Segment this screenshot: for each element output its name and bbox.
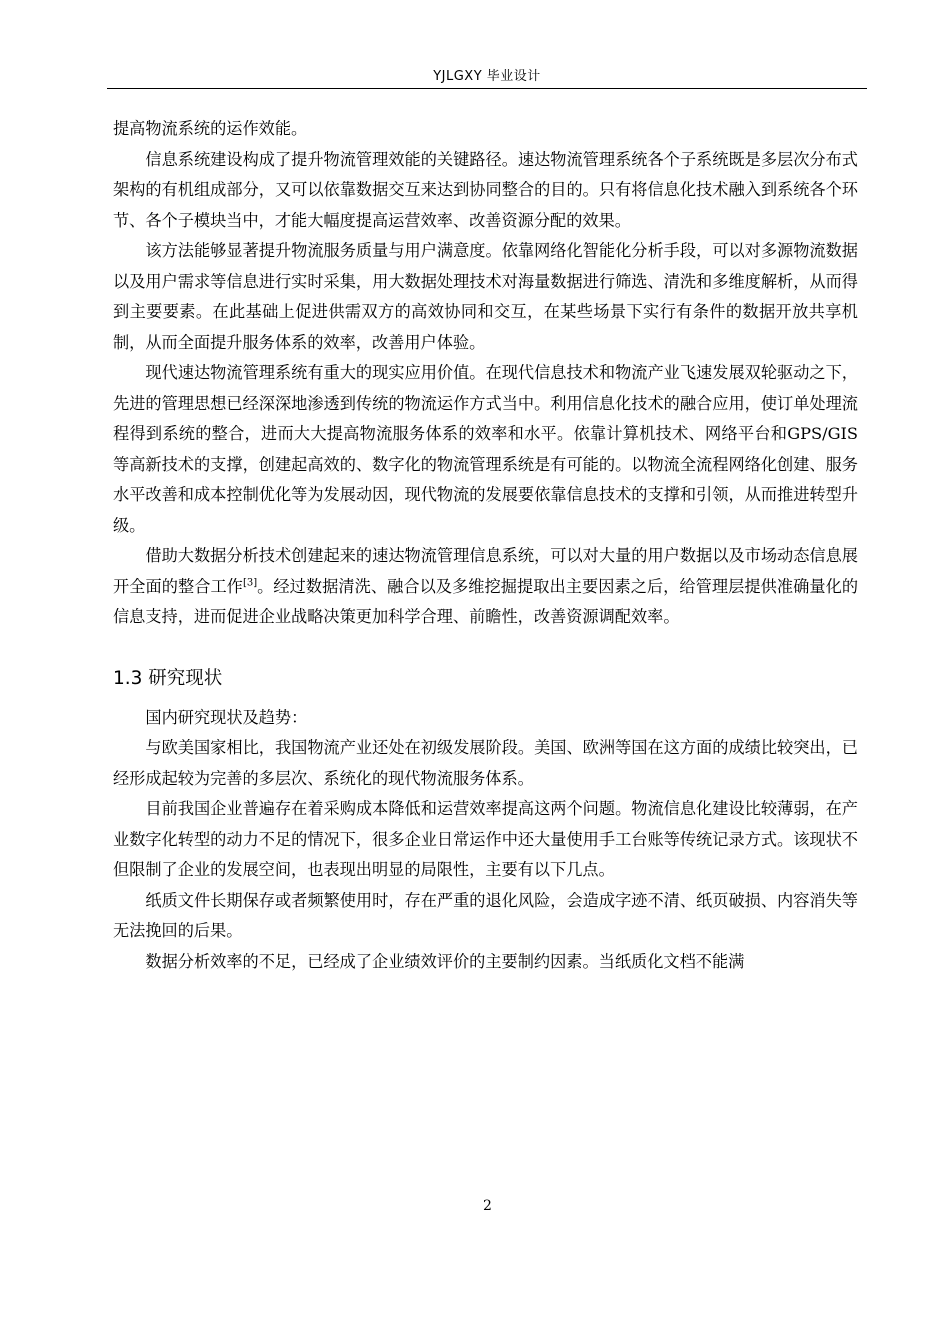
section-heading: 1.3 研究现状 — [113, 667, 223, 689]
document-body — [113, 114, 858, 977]
paragraph: 与欧美国家相比，我国物流产业还处在初级发展阶段。美国、欧洲等国在这方面的成绩比较突出，已经形成起较为完善的多层次、系统化的现代物流服务体系。 — [113, 738, 858, 788]
paragraph: 该方法能够显著提升物流服务质量与用户满意度。依靠网络化智能化分析手段，可以对多源物流数据以及用户需求等信息进行实时采集，用大数据处理技术对海量数据进行筛选、清洗和多维度解析，从而得到主要要素。在此基础上促进供需双方的高效协同和交互，在某些场景下实行有条件的数据开放共享机制，从而全面提升服务体系的效率，改善用户体验。 — [113, 241, 858, 352]
paragraph-text: 借助大数据分析技术创建起来的速达物流管理信息系统，可以对大量的用户数据以及市场动态信息展开全面的整合工作 — [113, 546, 858, 596]
citation-reference[interactable]: [3] — [242, 577, 258, 589]
paragraph-text: 。经过数据清洗、融合以及多维挖掘提取出主要因素之后，给管理层提供准确量化的信息支持，进而促进企业战略决策更加科学合理、前瞻性，改善资源调配效率。 — [113, 576, 859, 626]
header-rule — [107, 88, 867, 89]
paragraph: 数据分析效率的不足，已经成了企业绩效评价的主要制约因素。当纸质化文档不能满 — [145, 951, 745, 971]
paragraph: 目前我国企业普遍存在着采购成本降低和运营效率提高这两个问题。物流信息化建设比较薄弱，在产业数字化转型的动力不足的情况下，很多企业日常运作中还大量使用手工台账等传统记录方式。该现状不但限制了企业的发展空间，也表现出明显的局限性，主要有以下几点。 — [113, 799, 858, 879]
paragraph: 国内研究现状及趋势： — [145, 707, 308, 727]
page-number: 2 — [483, 1198, 492, 1214]
paragraph: 信息系统建设构成了提升物流管理效能的关键路径。速达物流管理系统各个子系统既是多层次分布式架构的有机组成部分，又可以依靠数据交互来达到协同整合的目的。只有将信息化技术融入到系统各个环节、各个子模块当中，才能大幅度提高运营效率、改善资源分配的效果。 — [113, 149, 858, 230]
paragraph: 现代速达物流管理系统有重大的现实应用价值。在现代信息技术和物流产业飞速发展双轮驱动之下，先进的管理思想已经深深地渗透到传统的物流运作方式当中。利用信息化技术的融合应用，使订单处理流程得到系统的整合，进而大大提高物流服务体系的效率和水平。依靠计算机技术、网络平台和GPS/GIS等高新技术的支撑，创建起高效的、数字化的物流管理系统是有可能的。以物流全流程网络化创建、服务水平改善和成本控制优化等为发展动因，现代物流的发展要依靠信息技术的支撑和引领，从而推进转型升级。 — [113, 363, 858, 535]
paragraph-continued: 提高物流系统的运作效能。 — [113, 119, 308, 138]
page-header: YJLGXY 毕业设计 — [433, 69, 541, 84]
paragraph-with-citation — [113, 541, 858, 633]
paragraph: 纸质文件长期保存或者频繁使用时，存在严重的退化风险，会造成字迹不清、纸页破损、内容消失等无法挽回的后果。 — [113, 890, 858, 940]
